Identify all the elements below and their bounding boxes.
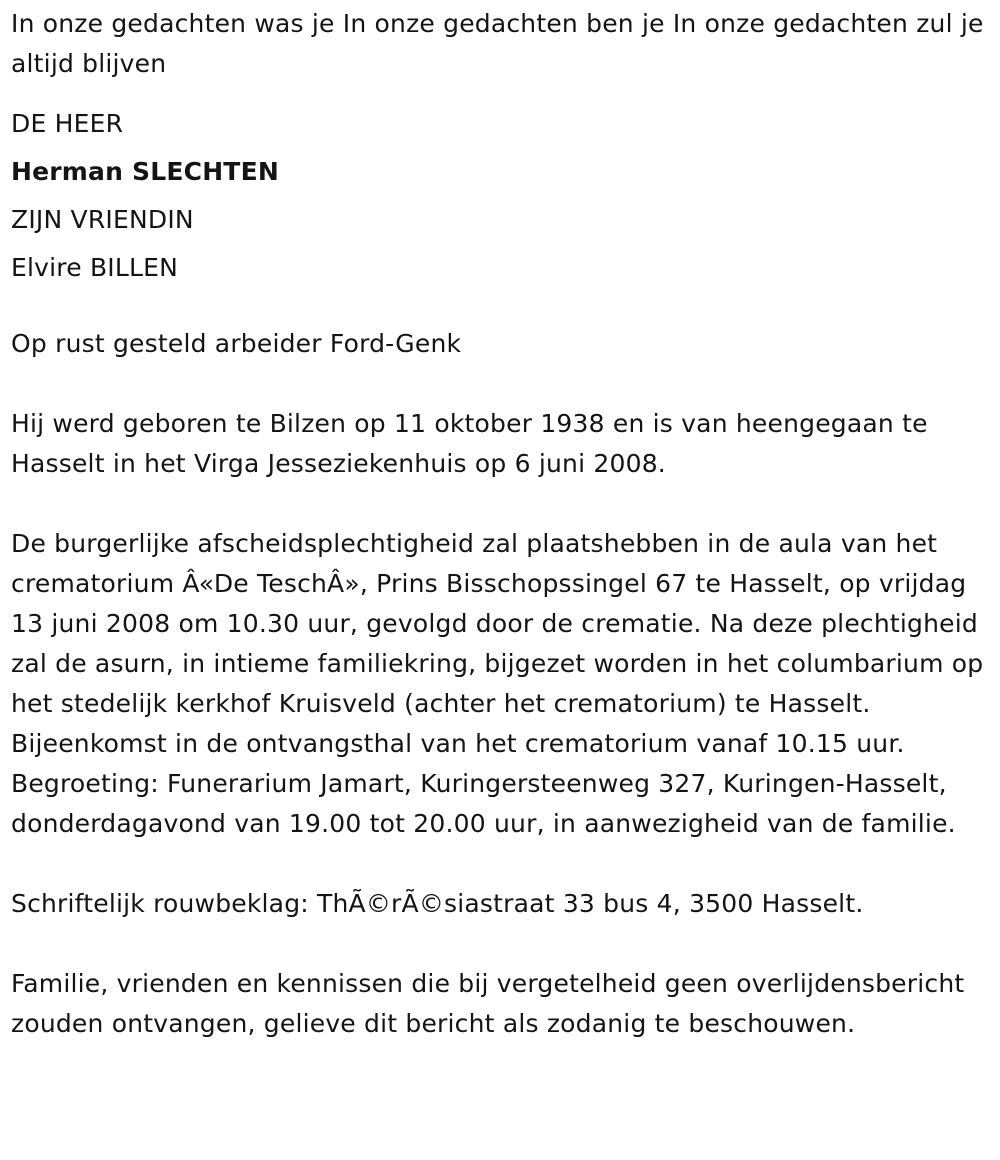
ceremony-paragraph: De burgerlijke afscheidsplechtigheid zal plaatshebben in de aula van het crematorium Â«De TeschÂ», Prins Bisschopssingel 67 te Hasselt, op vrijdag 13 juni 2008 om 10.30 uur, gevolgd door de crematie. Na deze plechtigheid zal de asurn, in intieme familiekring, bijgezet worden in het columbarium op het stedelijk kerkhof Kruisveld (achter het crematorium) te Hasselt. Bijeenkomst in de ontvangsthal van het crematorium vanaf 10.15 uur. Begroeting: Funerarium Jamart, Kuringersteenweg 327, Kuringen-Hasselt, donderdagavond van 19.00 tot 20.00 uur, in aanwezigheid van de familie. — [11, 529, 984, 838]
partner-name: Elvire BILLEN — [11, 253, 179, 282]
title-partner: ZIJN VRIENDIN — [11, 205, 194, 234]
closing-paragraph: Familie, vrienden en kennissen die bij vergetelheid geen overlijdensbericht zouden ontvangen, gelieve dit bericht als zodanig te beschouwen. — [11, 969, 965, 1038]
names-block — [11, 100, 986, 292]
obituary-document — [11, 4, 986, 1044]
birth-death-paragraph: Hij werd geboren te Bilzen op 11 oktober 1938 en is van heengegaan te Hasselt in het Virga Jesseziekenhuis op 6 juni 2008. — [11, 409, 928, 478]
deceased-name: Herman SLECHTEN — [11, 157, 279, 186]
condolences-text: Schriftelijk rouwbeklag: ThÃ©rÃ©siastraat 33 bus 4, 3500 Hasselt. — [11, 889, 864, 918]
occupation-text: Op rust gesteld arbeider Ford-Genk — [11, 329, 462, 358]
title-deceased: DE HEER — [11, 109, 124, 138]
motto-text: In onze gedachten was je In onze gedachten ben je In onze gedachten zul je altijd blijven — [11, 9, 984, 78]
